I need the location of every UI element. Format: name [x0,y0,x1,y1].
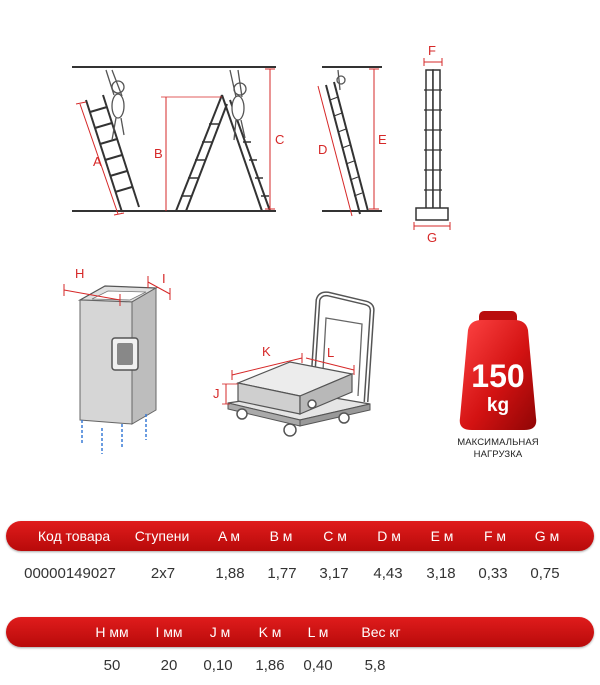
header-weight: Вес кг [361,624,401,640]
header-h: H мм [95,624,129,640]
cart-box-diagram [213,294,372,436]
profile-tube-diagram [64,266,170,454]
dim-label-d: D [318,142,328,157]
header-i: I мм [155,624,183,640]
folded-ladder-diagram [414,43,450,245]
header-e: E м [430,528,454,544]
header-d: D м [377,528,401,544]
header-product-code: Код товара [37,528,111,544]
value-h: 50 [103,657,121,674]
weight-icon [460,311,537,430]
header-a: A м [217,528,241,544]
dim-label-j: J [213,386,220,401]
value-g: 0,75 [530,565,560,582]
dim-label-a: A [93,154,102,169]
header-j: J м [209,624,231,640]
value-j: 0,10 [203,657,233,674]
dim-label-k: K [262,344,271,359]
dim-label-b: B [154,146,163,161]
dim-label-l: L [327,345,335,360]
value-product-code: 00000149027 [24,565,116,582]
dim-label-e: E [378,132,387,147]
value-l: 0,40 [303,657,333,674]
dim-label-g: G [427,230,438,245]
weight-unit: kg [486,395,510,416]
header-f: F м [483,528,507,544]
extended-ladder-diagram [318,67,387,216]
dim-label-h: H [75,266,85,281]
value-i: 20 [160,657,178,674]
value-steps: 2x7 [150,565,176,582]
dim-label-c: C [275,132,285,147]
spec-header-bar-2 [6,617,594,647]
value-c: 3,17 [319,565,349,582]
dim-label-f: F [428,43,436,58]
max-load-caption-line1: МАКСИМАЛЬНАЯ [457,437,539,448]
header-l: L м [307,624,329,640]
header-steps: Ступени [134,528,190,544]
value-k: 1,86 [255,657,285,674]
value-f: 0,33 [478,565,508,582]
max-load-caption-line2: НАГРУЗКА [473,449,523,460]
value-a: 1,88 [215,565,245,582]
value-e: 3,18 [426,565,456,582]
value-d: 4,43 [373,565,403,582]
header-b: B м [269,528,293,544]
spec-header-bar-1 [6,521,594,551]
header-g: G м [534,528,560,544]
value-b: 1,77 [267,565,297,582]
ladder-usage-diagram [72,67,284,215]
header-k: K м [258,624,282,640]
max-load-caption [443,437,553,461]
header-c: C м [323,528,347,544]
weight-value: 150 [471,358,525,394]
value-weight: 5,8 [364,657,386,674]
dim-label-i: I [162,271,166,286]
